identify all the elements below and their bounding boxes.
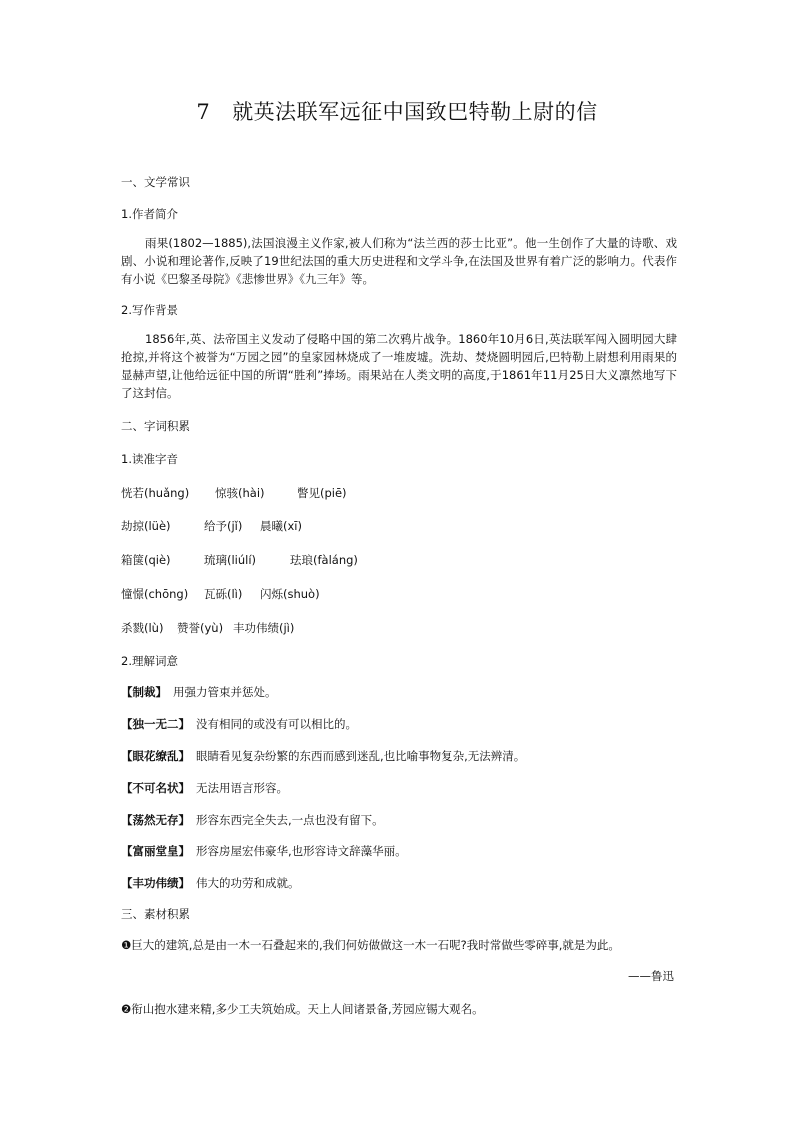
lesson-number: 7 — [196, 100, 211, 124]
term-definition — [121, 780, 288, 796]
pinyin-item: 杀戮(lù) — [121, 621, 164, 635]
section-heading-literature: 一、文学常识 — [121, 175, 190, 189]
quote-1: ❶巨大的建筑,总是由一木一石叠起来的,我们何妨做做这一木一石呢?我时常做些零碎事,就是为此。 — [121, 938, 620, 952]
pinyin-item: 劫掠(lüè) — [121, 519, 171, 533]
subheading-author: 1.作者简介 — [121, 207, 178, 221]
pinyin-row — [121, 620, 294, 636]
pinyin-item: 赞誉(yù) — [177, 621, 224, 635]
pinyin-item: 闪烁(shuò) — [260, 587, 320, 601]
term-text: 眼睛看见复杂纷繁的东西而感到迷乱,也比喻事物复杂,无法辨清。 — [196, 749, 526, 763]
pinyin-row — [121, 586, 320, 602]
term-label: 【制裁】 — [121, 685, 167, 699]
term-label: 【独一无二】 — [121, 717, 190, 731]
term-definition — [121, 875, 300, 891]
pinyin-item: 晨曦(xī) — [260, 519, 302, 533]
term-definition — [121, 716, 357, 732]
term-text: 用强力管束并惩处。 — [173, 685, 277, 699]
section-heading-vocabulary: 二、字词积累 — [121, 419, 190, 433]
subheading-background: 2.写作背景 — [121, 303, 178, 317]
pinyin-row — [121, 552, 358, 568]
pinyin-item: 惊骇(hài) — [215, 486, 265, 500]
term-definition — [121, 843, 407, 859]
term-label: 【丰功伟绩】 — [121, 876, 190, 890]
lesson-title: 就英法联军远征中国致巴特勒上尉的信 — [232, 100, 598, 124]
term-definition — [121, 812, 384, 828]
pinyin-item: 瞥见(piē) — [297, 486, 347, 500]
term-text: 形容东西完全失去,一点也没有留下。 — [196, 813, 384, 827]
quote-1-source: ——鲁迅 — [628, 969, 674, 983]
pinyin-item: 给予(jǐ) — [204, 519, 243, 533]
pinyin-item: 瓦砾(lì) — [204, 587, 243, 601]
pinyin-item: 丰功伟绩(jì) — [233, 621, 295, 635]
background-paragraph: 1856年,英、法帝国主义发动了侵略中国的第二次鸦片战争。1860年10月6日,英法联军闯入圆明园大肆抢掠,并将这个被誉为“万园之园”的皇家园林烧成了一堆废墟。洗劫、焚烧圆明园后,巴特勒上尉想利用雨果的显赫声望,让他给远征中国的所谓“胜利”捧场。雨果站在人类文明的高度,于1861年11月25日大义凛然地写下了这封信。 — [121, 332, 677, 400]
pinyin-item: 琉璃(liúlí) — [204, 553, 257, 567]
pinyin-row — [121, 518, 302, 534]
subheading-pronunciation: 1.读准字音 — [121, 452, 178, 466]
term-text: 无法用语言形容。 — [196, 781, 288, 795]
term-label: 【富丽堂皇】 — [121, 844, 190, 858]
section-heading-material: 三、素材积累 — [121, 907, 190, 921]
page-title — [0, 96, 794, 126]
pinyin-row — [121, 485, 347, 501]
term-label: 【眼花缭乱】 — [121, 749, 190, 763]
term-label: 【不可名状】 — [121, 781, 190, 795]
term-label: 【荡然无存】 — [121, 813, 190, 827]
term-text: 没有相同的或没有可以相比的。 — [196, 717, 357, 731]
term-text: 形容房屋宏伟豪华,也形容诗文辞藻华丽。 — [196, 844, 407, 858]
term-definition — [121, 684, 277, 700]
pinyin-item: 恍若(huǎng) — [121, 486, 190, 500]
author-paragraph: 雨果(1802—1885),法国浪漫主义作家,被人们称为“法兰西的莎士比亚”。他一生创作了大量的诗歌、戏剧、小说和理论著作,反映了19世纪法国的重大历史进程和文学斗争,在法国及世界有着广泛的影响力。代表作有小说《巴黎圣母院》《悲惨世界》《九三年》等。 — [121, 236, 677, 286]
quote-2: ❷衔山抱水建来精,多少工夫筑始成。天上人间诸景备,芳园应锡大观名。 — [121, 1002, 484, 1016]
pinyin-item: 珐琅(fàláng) — [290, 553, 358, 567]
pinyin-item: 憧憬(chōng) — [121, 587, 189, 601]
term-text: 伟大的功劳和成就。 — [196, 876, 300, 890]
term-definition — [121, 748, 525, 764]
pinyin-item: 箱箧(qiè) — [121, 553, 171, 567]
subheading-meaning: 2.理解词意 — [121, 654, 178, 668]
